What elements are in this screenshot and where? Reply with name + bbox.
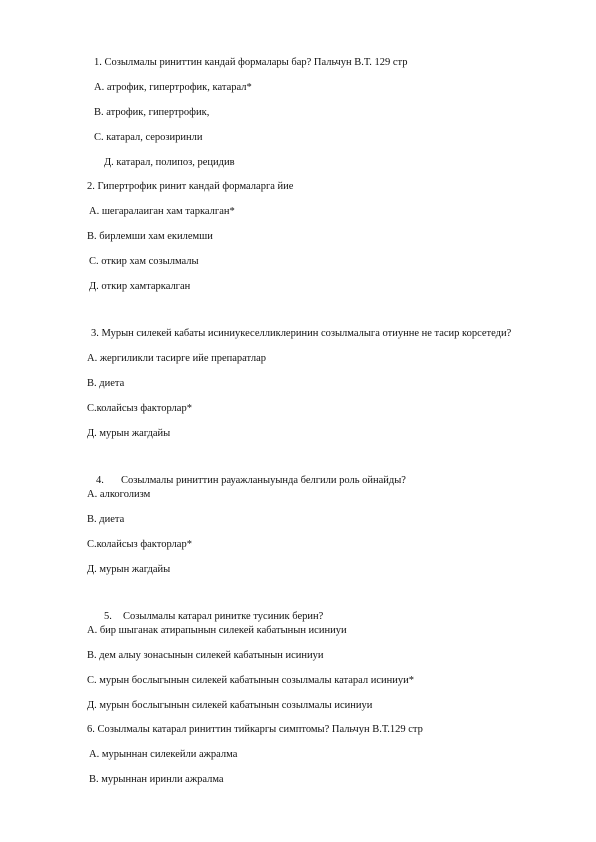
question-5: Созылмалы катарал ринитке тусиник берин? [123, 611, 324, 622]
q3-answer-c: С.колайсыз факторлар* [87, 403, 192, 414]
q3-answer-d: Д. мурын жагдайы [87, 428, 171, 439]
q6-answer-b: В. мурыннан иринли ажралма [89, 774, 224, 785]
q4-answer-b: В. диета [87, 514, 125, 525]
q2-answer-b: В. бирлемши хам екилемши [87, 231, 213, 242]
q3-answer-b: В. диета [87, 378, 125, 389]
question-6: 6. Созылмалы катарал риниттин тийкаргы симптомы? Пальчун В.Т.129 стр [87, 724, 423, 735]
q5-answer-b: В. дем алыу зонасынын силекей кабатынын исиниуи [87, 650, 324, 661]
q2-answer-d: Д. откир хамтаркалган [89, 281, 191, 292]
q5-answer-c: С. мурын бослыгынын силекей кабатынын созылмалы катарал исиниуи* [87, 675, 415, 686]
q4-answer-c: С.колайсыз факторлар* [87, 539, 192, 550]
question-1: 1. Созылмалы риниттин кандай формалары бар? Пальчун В.Т. 129 стр [94, 57, 408, 68]
q5-answer-d: Д. мурын бослыгынын силекей кабатынын созылмалы исиниуи [87, 700, 373, 711]
q6-answer-a: А. мурыннан силекейли ажралма [89, 749, 238, 760]
q1-answer-d: Д. катарал, полипоз, рецидив [104, 157, 235, 168]
question-4-number: 4. [96, 475, 104, 486]
question-3: 3. Мурын силекей кабаты исиниукеселликлеринин созылмалыга отиунне не тасир корсетеди? [91, 328, 512, 339]
q2-answer-a: А. шегаралаиган хам таркалган* [89, 206, 235, 217]
q1-answer-b: В. атрофик, гипертрофик, [94, 107, 210, 118]
q3-answer-a: А. жергиликли тасирге ийе препаратлар [87, 353, 267, 364]
question-2: 2. Гипертрофик ринит кандай формаларга йие [87, 181, 294, 192]
q2-answer-c: С. откир хам созылмалы [89, 256, 199, 267]
q1-answer-a: А. атрофик, гипертрофик, катарал* [94, 82, 252, 93]
q4-answer-d: Д. мурын жагдайы [87, 564, 171, 575]
q4-answer-a: А. алкоголизм [87, 489, 151, 500]
q1-answer-c: С. катарал, серозиринли [94, 132, 203, 143]
question-5-number: 5. [104, 611, 112, 622]
q5-answer-a: А. бир шыганак атирапынын силекей кабатынын исиниуи [87, 625, 347, 636]
question-4: Созылмалы риниттин рауажланыуында белгили роль ойнайды? [121, 475, 406, 486]
